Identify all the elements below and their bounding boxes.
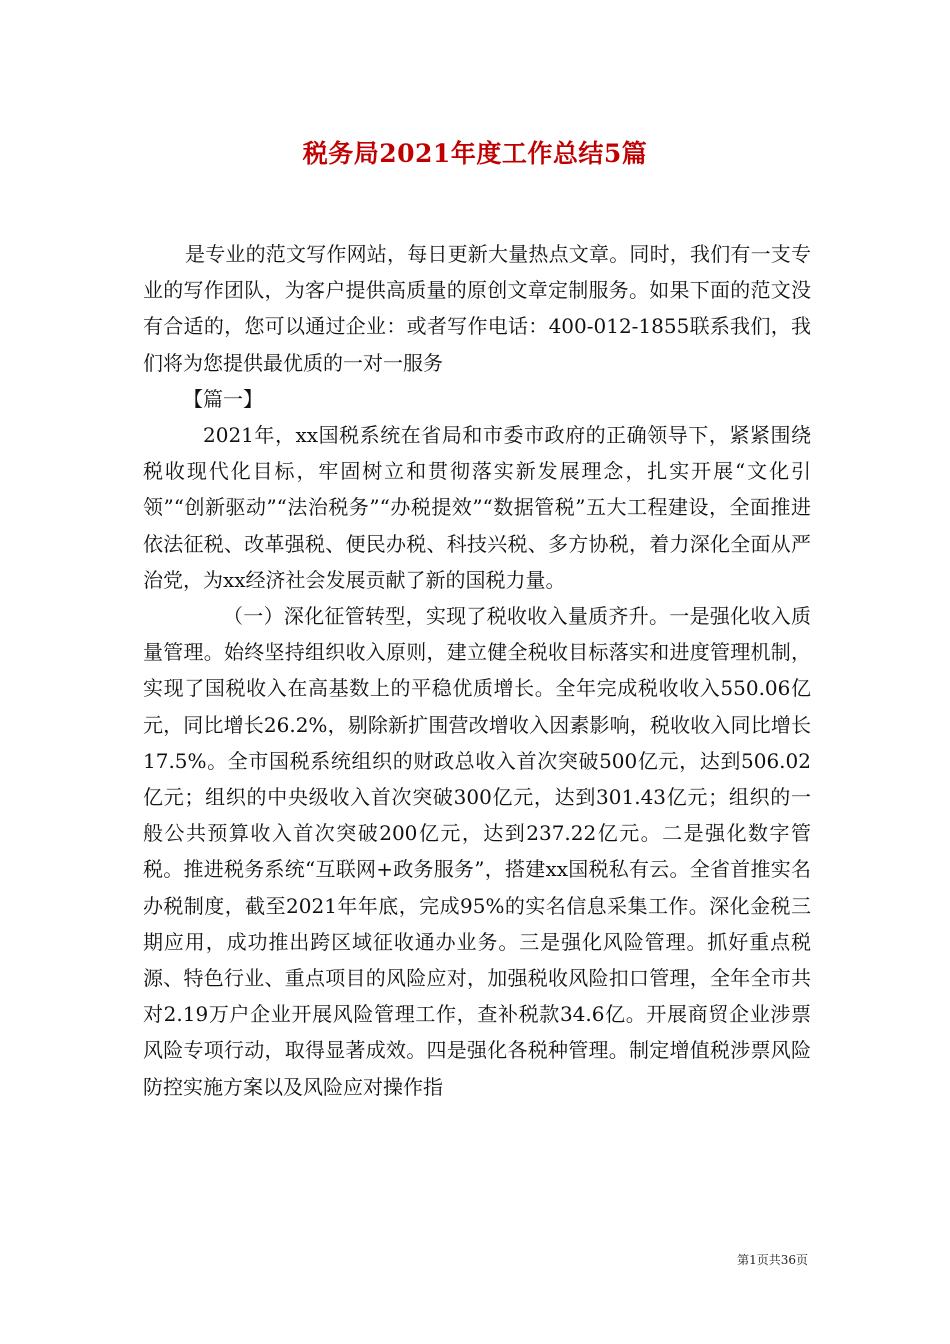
intro-paragraph: 是专业的范文写作网站，每日更新大量热点文章。同时，我们有一支专业的写作团队，为客户提供高质量的原创文章定制服务。如果下面的范文没有合适的，您可以通过企业：或者写作电话：400-012-1855联系我们，我们将为您提供最优质的一对一服务 [143, 242, 811, 375]
page-number: 第1页共36页 [737, 1253, 808, 1267]
document-body [143, 236, 811, 1105]
body-paragraph-1: 2021年，xx国税系统在省局和市委市政府的正确领导下，紧紧围绕税收现代化目标，牢固树立和贯彻落实新发展理念，扎实开展“文化引领”“创新驱动”“法治税务”“办税提效”“数据管税”五大工程建设，全面推进依法征税、改革强税、便民办税、科技兴税、多方协税，着力深化全面从严治党，为xx经济社会发展贡献了新的国税力量。 [143, 423, 811, 592]
page-title: 税务局2021年度工作总结5篇 [302, 139, 648, 168]
body-paragraph-2: （一）深化征管转型，实现了税收收入量质齐升。一是强化收入质量管理。始终坚持组织收入原则，建立健全税收目标落实和进度管理机制，实现了国税收入在高基数上的平稳优质增长。全年完成税收收入550.06亿元，同比增长26.2%，剔除新扩围营改增收入因素影响，税收收入同比增长17.5%。全市国税系统组织的财政总收入首次突破500亿元，达到506.02亿元；组织的中央级收入首次突破300亿元，达到301.43亿元；组织的一般公共预算收入首次突破200亿元，达到237.22亿元。二是强化数字管税。推进税务系统“互联网+政务服务”，搭建xx国税私有云。全省首推实名办税制度，截至2021年年底，完成95%的实名信息采集工作。深化金税三期应用，成功推出跨区域征收通办业务。三是强化风险管理。抓好重点税源、特色行业、重点项目的风险应对，加强税收风险扣口管理，全年全市共对2.19万户企业开展风险管理工作，查补税款34.6亿。开展商贸企业涉票风险专项行动，取得显著成效。四是强化各税种管理。制定增值税涉票风险防控实施方案以及风险应对操作指 [143, 604, 811, 1099]
section-label: 【篇一】 [183, 386, 263, 411]
